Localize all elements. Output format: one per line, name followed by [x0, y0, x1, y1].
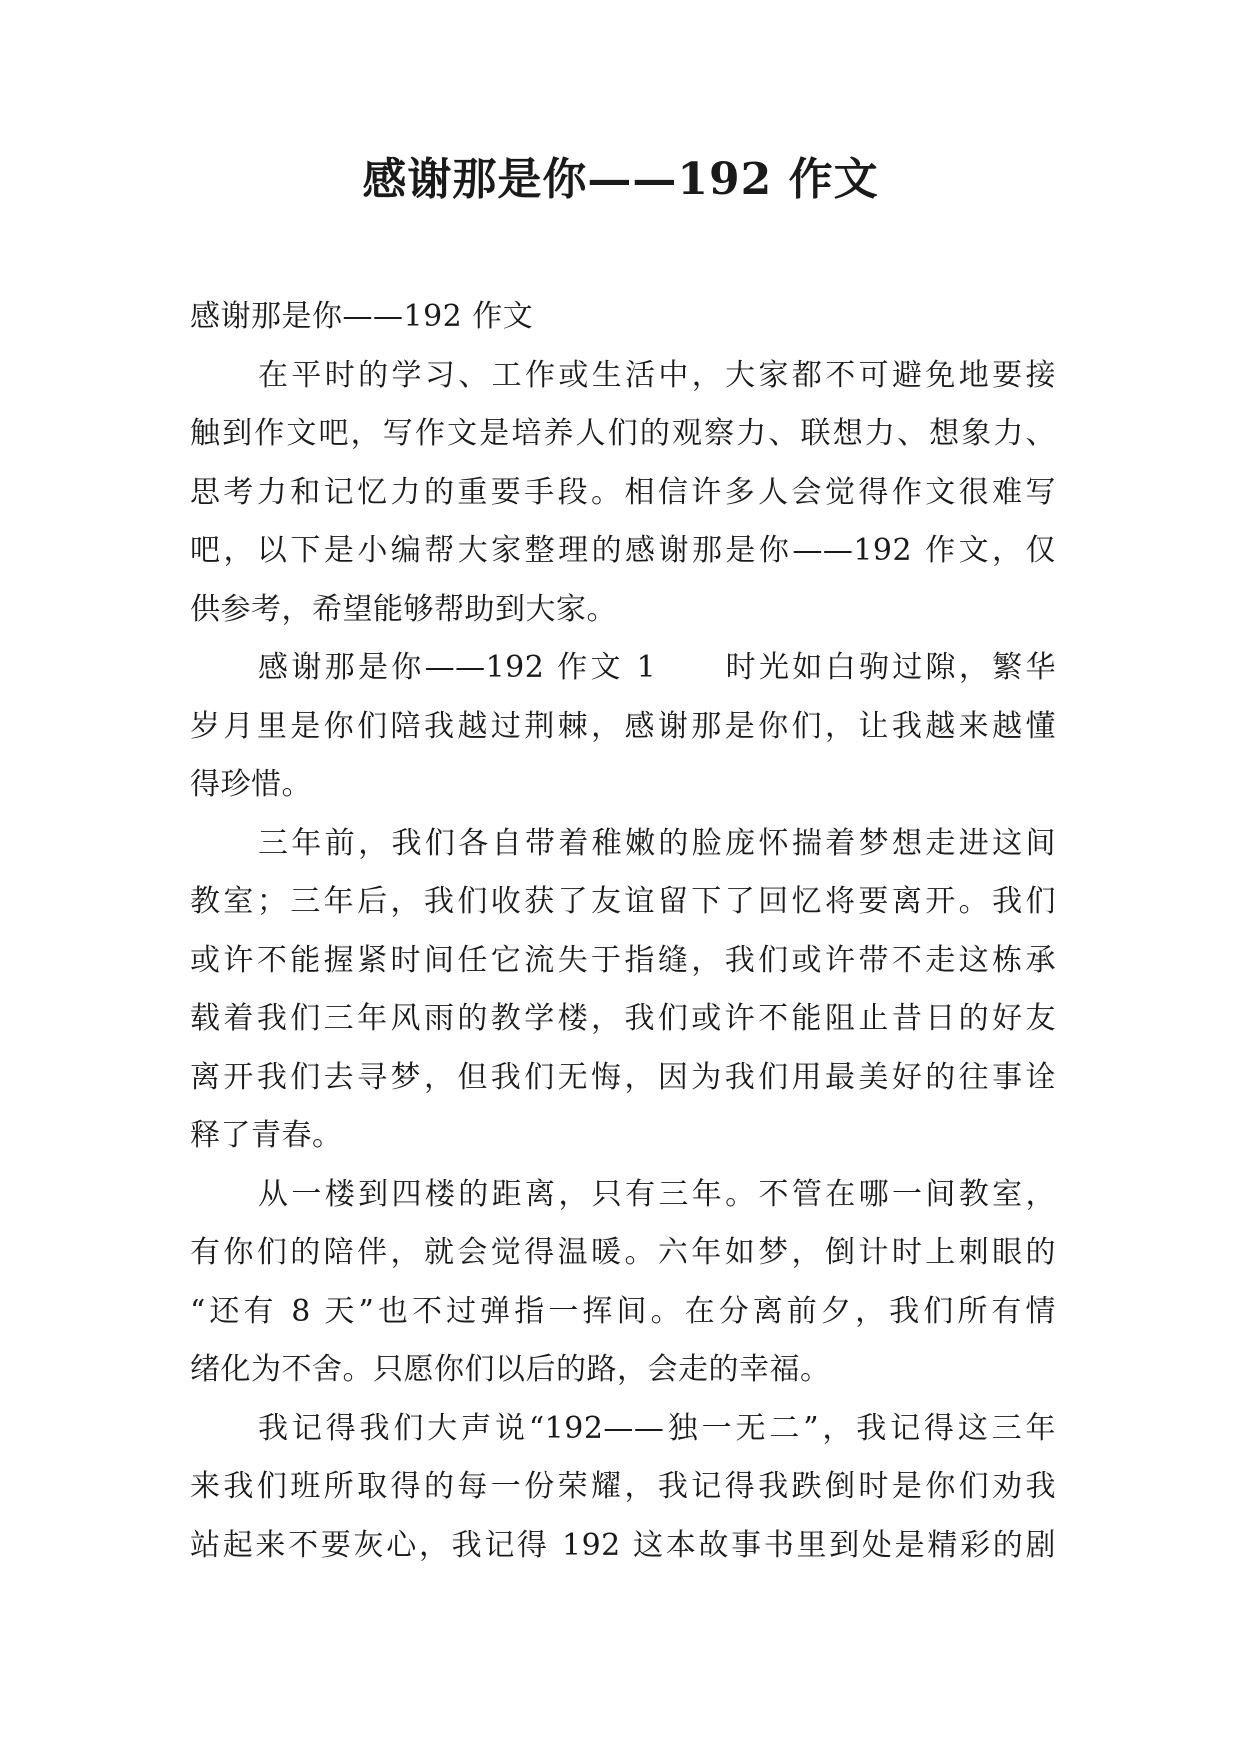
text-line: 释了青春。 — [190, 1118, 343, 1153]
text-line: 三年前，我们各自带着稚嫩的脸庞怀揣着梦想走进这间 — [258, 825, 1056, 861]
text-line: 载着我们三年风雨的教学楼，我们或许不能阻止昔日的好友 — [190, 1001, 1056, 1036]
text-line: 从一楼到四楼的距离，只有三年。不管在哪一间教室， — [258, 1176, 1056, 1212]
text-line: 有你们的陪伴，就会觉得温暖。六年如梦，倒计时上刺眼的 — [190, 1235, 1056, 1270]
document-title: 感谢那是你——192 作文 — [362, 154, 879, 205]
text-line: 站起来不要灰心，我记得 192 这本故事书里到处是精彩的剧 — [190, 1527, 1056, 1563]
document-body — [190, 288, 1056, 1575]
text-line: 离开我们去寻梦，但我们无悔，因为我们用最美好的往事诠 — [190, 1059, 1056, 1095]
text-line: 在平时的学习、工作或生活中，大家都不可避免地要接 — [258, 357, 1056, 393]
text-line: 得珍惜。 — [190, 767, 312, 802]
text-line: 绪化为不舍。只愿你们以后的路，会走的幸福。 — [190, 1352, 831, 1387]
text-line: 来我们班所取得的每一份荣耀，我记得我跌倒时是你们劝我 — [190, 1469, 1056, 1504]
text-line: 我记得我们大声说“192——独一无二”，我记得这三年 — [258, 1410, 1056, 1446]
text-line: 岁月里是你们陪我越过荆棘，感谢那是你们，让我越来越懂 — [190, 708, 1056, 744]
text-line: 感谢那是你——192 作文 1 时光如白驹过隙，繁华 — [258, 650, 1056, 685]
text-line: 教室；三年后，我们收获了友谊留下了回忆将要离开。我们 — [190, 884, 1056, 919]
text-line: 触到作文吧，写作文是培养人们的观察力、联想力、想象力、 — [190, 416, 1056, 451]
text-line: 思考力和记忆力的重要手段。相信许多人会觉得作文很难写 — [190, 474, 1056, 510]
text-line: “还有 8 天”也不过弹指一挥间。在分离前夕，我们所有情 — [190, 1293, 1056, 1329]
text-line: 或许不能握紧时间任它流失于指缝，我们或许带不走这栋承 — [190, 942, 1056, 978]
text-line: 吧，以下是小编帮大家整理的感谢那是你——192 作文，仅 — [190, 533, 1056, 568]
text-line: 供参考，希望能够帮助到大家。 — [190, 591, 617, 627]
text-line: 感谢那是你——192 作文 — [190, 299, 534, 334]
